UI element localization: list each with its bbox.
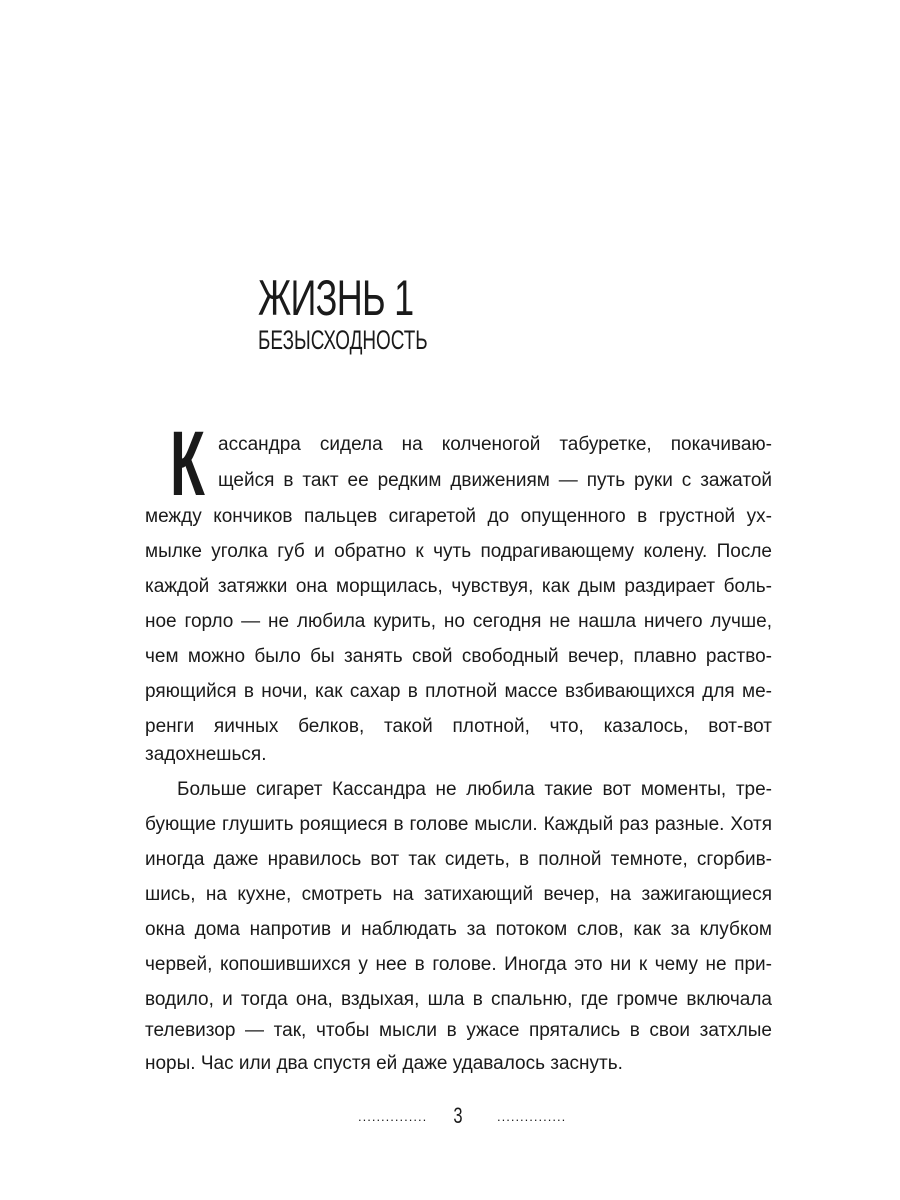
text-line: мылке уголка губ и обратно к чуть подрагивающему колену. После — [145, 541, 772, 562]
text-line: между кончиков пальцев сигаретой до опущенного в грустной ух- — [145, 506, 772, 527]
text-line: Больше сигарет Кассандра не любила такие вот моменты, тре- — [177, 779, 772, 800]
page-number: 3 — [453, 1103, 463, 1128]
text-line: телевизор — так, чтобы мысли в ужасе прятались в свои затхлые — [145, 1020, 772, 1041]
text-line: щейся в такт ее редким движениям — путь руки с зажатой — [218, 470, 772, 491]
chapter-title: ЖИЗНЬ 1 — [258, 270, 414, 326]
text-line: червей, копошившихся у нее в голове. Иногда это ни к чему не при- — [145, 954, 772, 975]
text-line: ренги яичных белков, такой плотной, что, казалось, вот-вот — [145, 716, 772, 737]
drop-cap-letter: К — [170, 413, 205, 515]
text-line: иногда даже нравилось вот так сидеть, в полной темноте, сгорбив- — [145, 849, 772, 870]
text-line: бующие глушить роящиеся в голове мысли. Каждый раз разные. Хотя — [145, 814, 772, 835]
footer-dots-left: ............... — [358, 1109, 428, 1124]
footer-dots-right: ............... — [497, 1109, 567, 1124]
chapter-subtitle: БЕЗЫСХОДНОСТЬ — [258, 325, 428, 355]
text-line: задохнешься. — [145, 744, 267, 765]
text-line: норы. Час или два спустя ей даже удавалось заснуть. — [145, 1053, 623, 1074]
text-line: ассандра сидела на колченогой табуретке, покачиваю- — [218, 434, 772, 455]
page-footer — [0, 1100, 900, 1134]
text-line: ряющийся в ночи, как сахар в плотной массе взбивающихся для ме- — [145, 681, 772, 702]
text-line: шись, на кухне, смотреть на затихающий вечер, на зажигающиеся — [145, 884, 772, 905]
text-line: водило, и тогда она, вздыхая, шла в спальню, где громче включала — [145, 989, 772, 1010]
text-line: окна дома напротив и наблюдать за потоком слов, как за клубком — [145, 919, 772, 940]
text-line: чем можно было бы занять свой свободный вечер, плавно раство- — [145, 646, 772, 667]
text-line: каждой затяжки она морщилась, чувствуя, как дым раздирает боль- — [145, 576, 772, 597]
text-line: ное горло — не любила курить, но сегодня не нашла ничего лучше, — [145, 611, 772, 632]
